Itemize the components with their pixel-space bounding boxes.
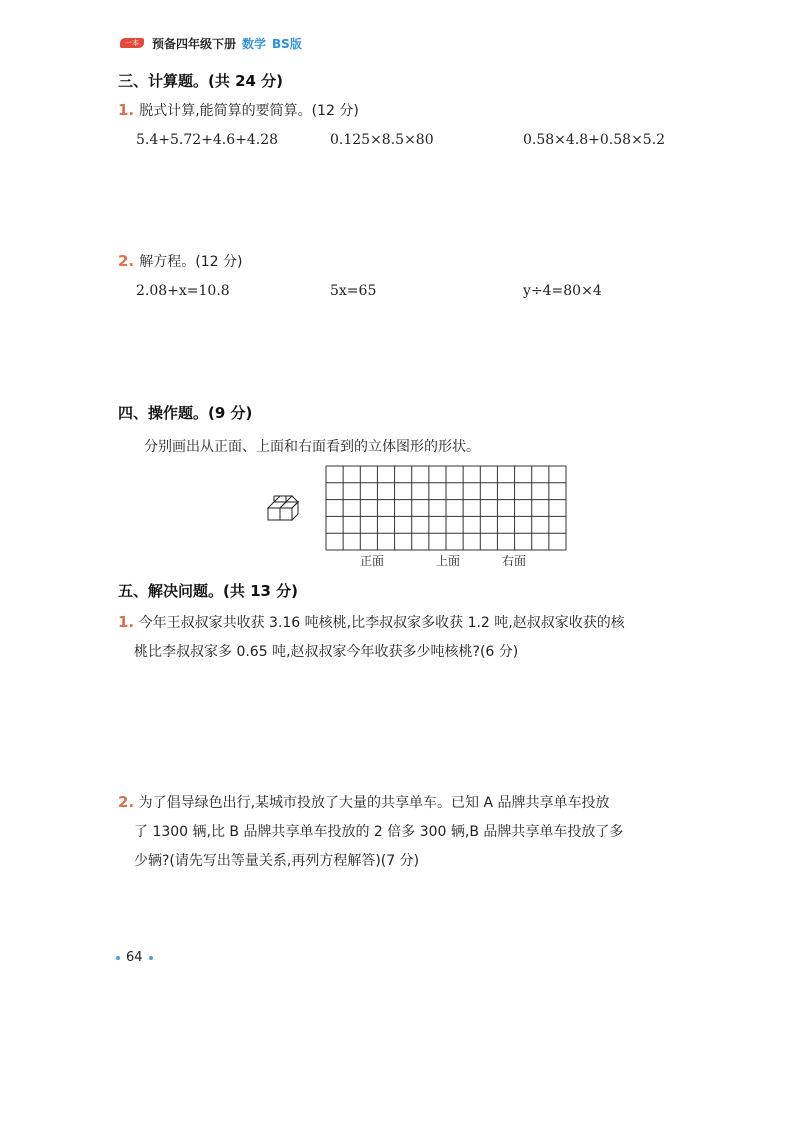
dot-icon — [116, 956, 120, 960]
page-number-footer — [116, 950, 153, 965]
equation-3: y÷4=80×4 — [523, 283, 602, 299]
section4-title: 四、操作题。(9 分) — [118, 404, 253, 422]
label-right: 右面 — [502, 554, 527, 568]
section3-q1 — [118, 100, 359, 120]
question-line: 为了倡导绿色出行,某城市投放了大量的共享单车。已知 A 品牌共享单车投放 — [138, 795, 610, 811]
calc-expr-3: 0.58×4.8+0.58×5.2 — [523, 132, 666, 148]
drawing-grid[interactable] — [325, 465, 567, 551]
section5-q1 — [118, 608, 625, 667]
question-line: 少辆?(请先写出等量关系,再列方程解答)(7 分) — [134, 853, 420, 869]
page-number: 64 — [126, 950, 143, 965]
edition-label: BS版 — [272, 36, 302, 51]
equation-2: 5x=65 — [330, 283, 377, 299]
question-number: 2. — [118, 252, 135, 270]
book-title: 预备四年级下册 — [152, 36, 237, 51]
subject-label: 数学 — [242, 36, 267, 51]
section5-title: 五、解决问题。(共 13 分) — [118, 582, 299, 600]
page-header — [120, 34, 302, 52]
question-line: 今年王叔叔家共收获 3.16 吨核桃,比李叔叔家多收获 1.2 吨,赵叔叔家收获的核 — [138, 615, 625, 631]
publisher-logo: 一本 — [120, 38, 144, 48]
calc-expr-2: 0.125×8.5×80 — [330, 132, 434, 148]
label-top: 上面 — [436, 554, 461, 568]
question-text: 解方程。(12 分) — [139, 254, 243, 270]
question-number: 1. — [118, 613, 135, 631]
question-number: 2. — [118, 793, 135, 811]
section3-q2 — [118, 251, 242, 271]
cube-figure-icon — [262, 492, 306, 532]
section3-title: 三、计算题。(共 24 分) — [118, 72, 284, 90]
section5-q2 — [118, 788, 623, 876]
question-text: 脱式计算,能简算的要简算。(12 分) — [139, 103, 359, 119]
question-number: 1. — [118, 101, 135, 119]
label-front: 正面 — [360, 554, 385, 568]
section4-instruction: 分别画出从正面、上面和右面看到的立体图形的形状。 — [144, 439, 480, 455]
equation-1: 2.08+x=10.8 — [136, 283, 230, 299]
dot-icon — [149, 956, 153, 960]
calc-expr-1: 5.4+5.72+4.6+4.28 — [136, 132, 279, 148]
question-line: 了 1300 辆,比 B 品牌共享单车投放的 2 倍多 300 辆,B 品牌共享单车投放了多 — [134, 824, 624, 840]
question-line: 桃比李叔叔家多 0.65 吨,赵叔叔家今年收获多少吨核桃?(6 分) — [134, 644, 519, 660]
